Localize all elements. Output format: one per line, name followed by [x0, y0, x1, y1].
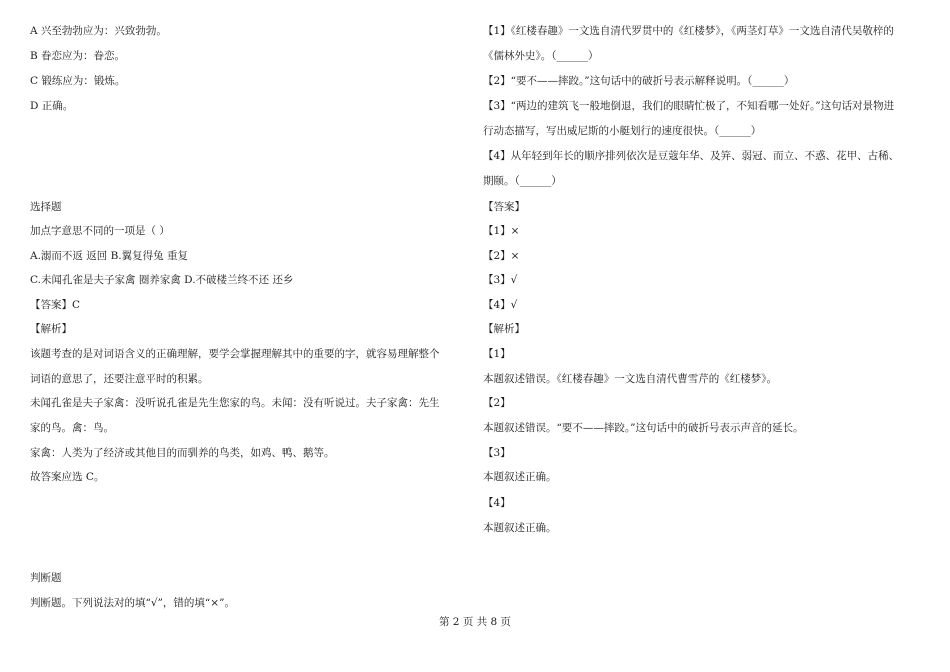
option-d-note: D 正确。 — [30, 100, 74, 112]
analysis-line: 词语的意思了，还要注意平时的积累。 — [30, 373, 209, 385]
options-cd: C.未闻孔雀是夫子家禽 圈养家禽 D.不破楼兰终不还 还乡 — [30, 274, 294, 286]
judge-question-2: 【2】“要不——摔跤。”这句话中的破折号表示解释说明。（______） — [483, 75, 795, 87]
section-title: 选择题 — [30, 201, 62, 213]
options-ab: A.溺而不返 返回 B.翼复得兔 重复 — [30, 250, 188, 262]
analysis-line: 家的鸟。禽：鸟。 — [30, 422, 114, 434]
page-number-footer: 第 2 页 共 8 页 — [438, 616, 512, 628]
answer-item: 【1】× — [483, 225, 520, 237]
analysis-label: 【1】 — [483, 348, 511, 360]
judge-instruction: 判断题。下列说法对的填“√”，错的填“×”。 — [30, 597, 235, 609]
judge-question-4-cont: 期颐。（______） — [483, 175, 562, 187]
judge-section-title: 判断题 — [30, 572, 62, 584]
judge-question-1: 【1】《红楼春趣》一文选自清代罗贯中的《红楼梦》，《两茎灯草》一文选自清代吴敬梓的 — [483, 25, 894, 37]
answer-heading: 【答案】 — [483, 201, 525, 213]
answer-item: 【2】× — [483, 250, 520, 262]
option-b-note: B 眷恋应为：眷恋。 — [30, 50, 126, 62]
analysis-text: 本题叙述正确。 — [483, 471, 557, 483]
question-text: 加点字意思不同的一项是（ ） — [30, 225, 170, 237]
analysis-label: 【2】 — [483, 397, 511, 409]
judge-question-4: 【4】从年轻到年长的顺序排列依次是豆蔻年华、及笄、弱冠、而立、不惑、花甲、古稀、 — [483, 150, 900, 162]
judge-question-3-cont: 行动态描写，写出威尼斯的小艇划行的速度很快。（______） — [483, 125, 762, 137]
analysis-text: 本题叙述正确。 — [483, 522, 557, 534]
analysis-heading: 【解析】 — [30, 323, 72, 335]
answer-line: 【答案】C — [30, 299, 81, 311]
answer-item: 【4】√ — [483, 299, 518, 311]
option-c-note: C 锻练应为：锻炼。 — [30, 75, 126, 87]
judge-question-1-cont: 《儒林外史》。（______） — [483, 50, 599, 62]
analysis-heading: 【解析】 — [483, 323, 525, 335]
option-a-note: A 兴至勃勃应为：兴致勃勃。 — [30, 25, 167, 37]
analysis-line: 该题考查的是对词语含义的正确理解，要学会掌握理解其中的重要的字，就容易理解整个 — [30, 348, 440, 360]
analysis-label: 【4】 — [483, 497, 511, 509]
analysis-line: 故答案应选 C。 — [30, 471, 105, 483]
answer-item: 【3】√ — [483, 274, 518, 286]
analysis-line: 未闻孔雀是夫子家禽：没听说孔雀是先生您家的鸟。未闻：没有听说过。夫子家禽：先生 — [30, 397, 440, 409]
judge-question-3: 【3】“两边的建筑飞一般地倒退，我们的眼睛忙极了，不知看哪一处好。”这句话对景物进 — [483, 100, 895, 112]
analysis-text: 本题叙述错误。《红楼春趣》一文选自清代曹雪芹的《红楼梦》。 — [483, 373, 777, 385]
analysis-text: 本题叙述错误。“要不——摔跤。”这句话中的破折号表示声音的延长。 — [483, 422, 804, 434]
analysis-label: 【3】 — [483, 447, 511, 459]
analysis-line: 家禽：人类为了经济或其他目的而驯养的鸟类，如鸡、鸭、鹅等。 — [30, 447, 335, 459]
